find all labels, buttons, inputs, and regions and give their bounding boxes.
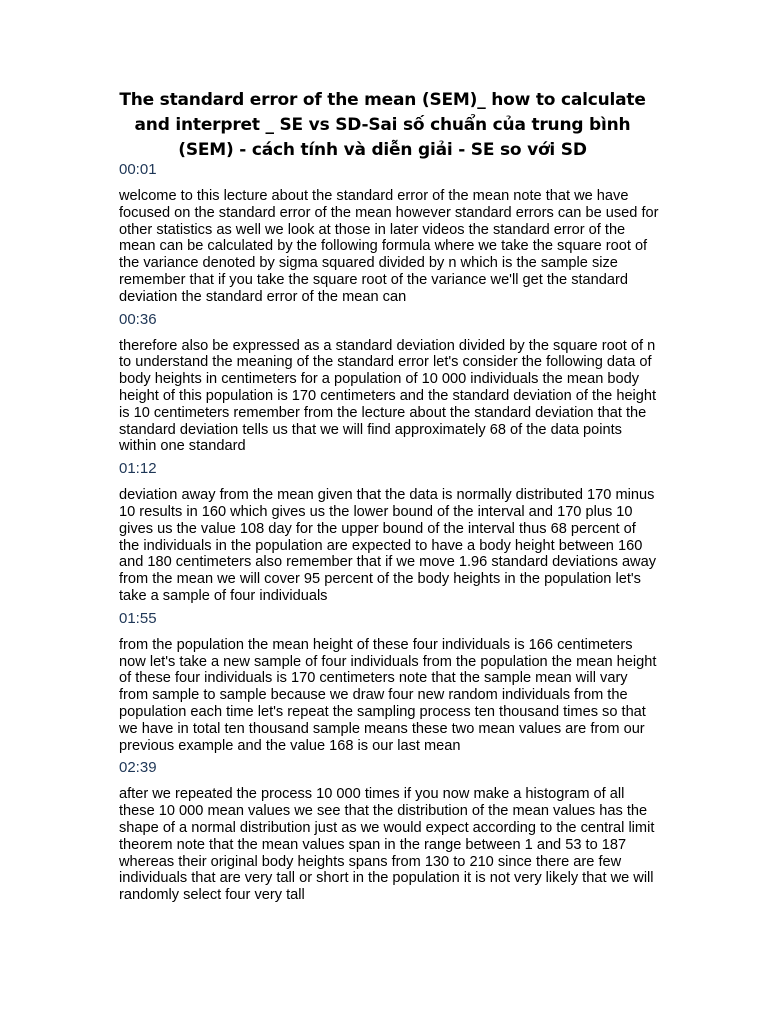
segment-text: after we repeated the process 10 000 times if you now make a histogram of all these 10 000 mean values we see that the distribution of the mean values has the shape of a normal distribution just as we would expect according to the central limit theorem note that the mean values span in the range between 1 and 53 to 187 whereas their original body heights spans from 130 to 210 since there are few individuals that are very tall or short in the population it is not very likely that we will randomly select four very tall [119,786,655,904]
segment-timestamp: 00:01 [119,161,157,178]
segment-timestamp: 00:36 [119,310,157,328]
segment-timestamp: 01:12 [119,460,157,478]
transcript-segment [119,610,659,755]
segment-text: from the population the mean height of these four individuals is 166 centimeters now let's take a new sample of four individuals from the population the mean height of these four individuals is 170 centimeters note that the sample mean will vary from sample to sample because we draw four new random individuals from the population each time let's repeat the sampling process ten thousand times so that we have in total ten thousand sample means these two mean values are from our previous example and the value 168 is our last mean [119,636,657,754]
segment-text: deviation away from the mean given that the data is normally distributed 170 minus 10 results in 160 which gives us the lower bound of the interval and 170 plus 10 gives us the value 108 day for the upper bound of the interval thus 68 percent of the individuals in the population are expected to have a body height between 160 and 180 centimeters also remember that if we move 1.96 standard deviations away from the mean we will cover 95 percent of the body heights in the population let's take a sample of four individuals [119,487,657,604]
transcript-segment [119,161,659,306]
segment-text: welcome to this lecture about the standard error of the mean note that we have focused on the standard error of the mean however standard errors can be used for other statistics as well we look at those in later videos the standard error of the mean can be calculated by the following formula where we take the square root of the variance denoted by sigma squared divided by n which is the sample size remember that if you take the square root of the variance we'll get the standard deviation the standard error of the mean can [119,188,659,305]
document-title: The standard error of the mean (SEM)_ how to calculate and interpret _ SE vs SD-Sai số chuẩn của trung bình (SEM) - cách tính và diễn giải - SE so với SD [119,90,646,160]
transcript-segment [119,460,659,605]
segment-timestamp: 01:55 [119,609,157,627]
transcript-segment [119,759,659,904]
transcript [119,158,659,909]
segment-timestamp: 02:39 [119,759,157,777]
transcript-segment [119,311,659,456]
segment-text: therefore also be expressed as a standard deviation divided by the square root of n to understand the meaning of the standard error let's consider the following data of body heights in centimeters for a population of 10 000 individuals the mean body height of this population is 170 centimeters and the standard deviation of the height is 10 centimeters remember from the lecture about the standard deviation that the standard deviation tells us that we will find approximately 68 of the data points within one standard [119,337,657,455]
